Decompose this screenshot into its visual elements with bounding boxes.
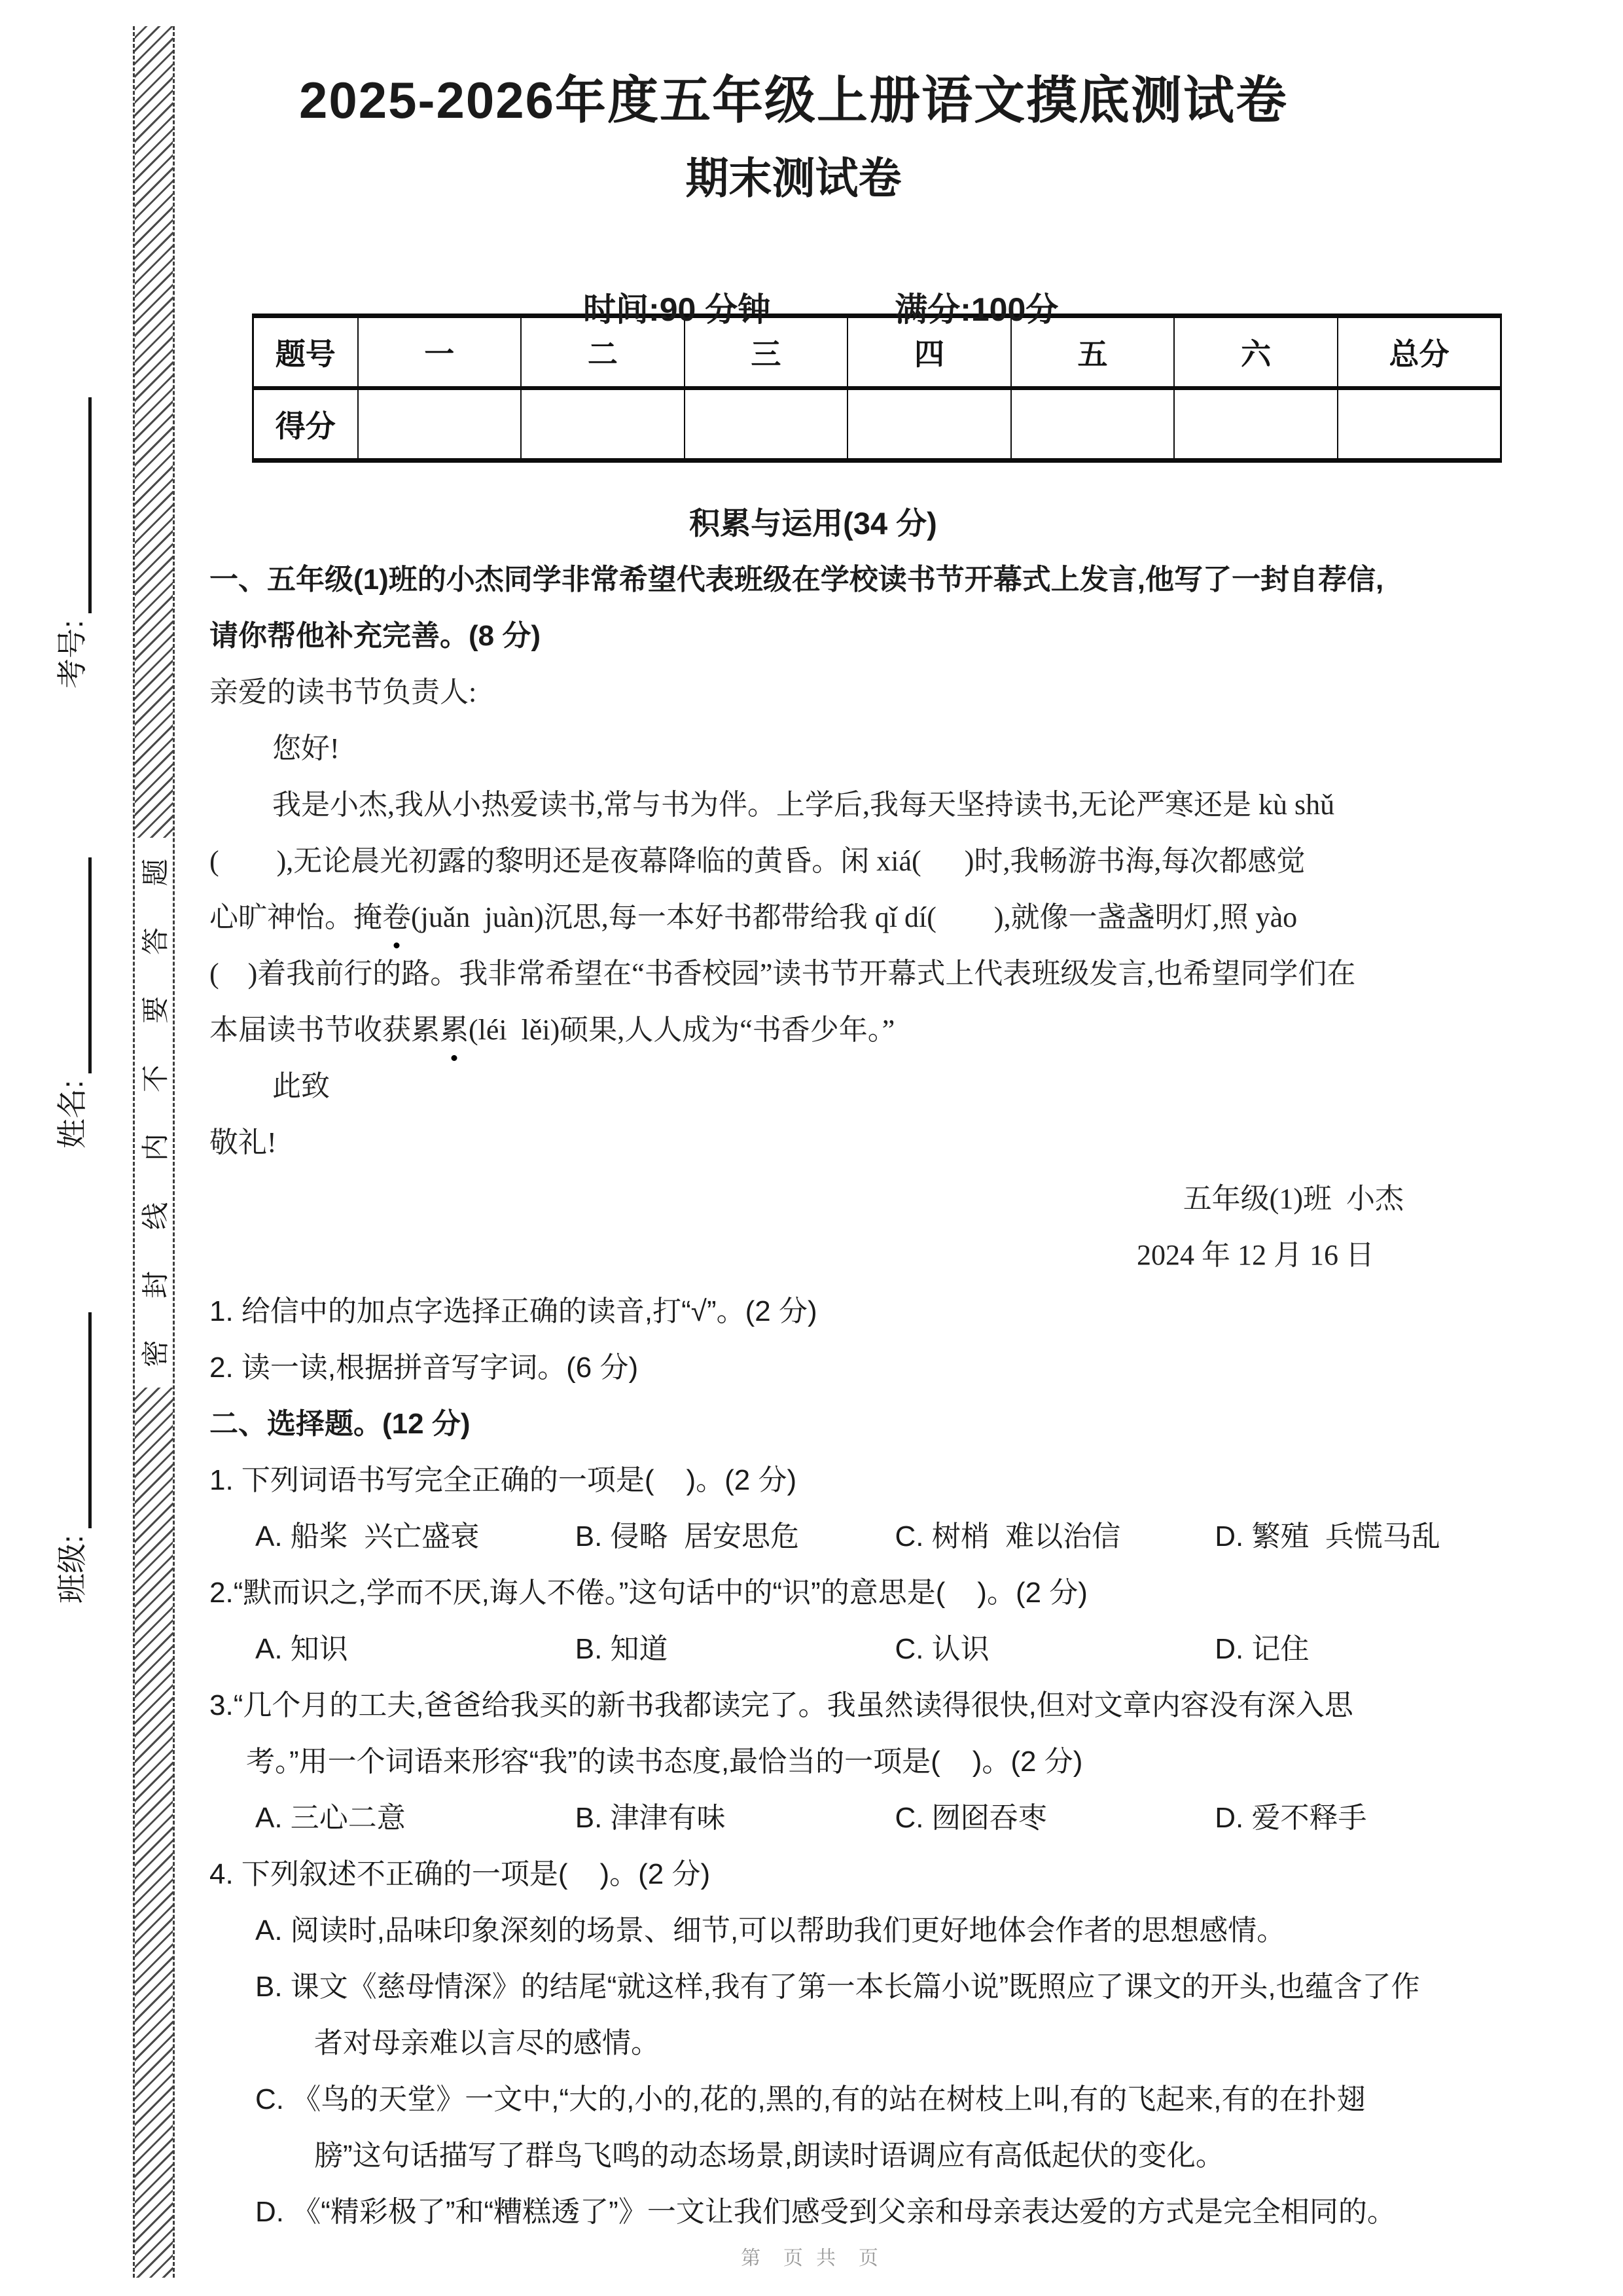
seal-char: 要 — [139, 996, 171, 1024]
mcq3-options — [209, 1790, 1535, 1846]
exam-full-score: 满分:100分 — [895, 291, 1059, 328]
mcq2-options — [209, 1621, 1535, 1677]
letter-closing: 敬礼! — [209, 1126, 277, 1158]
mcq4-option-b-line2: 者对母亲难以言尽的感情。 — [314, 2027, 660, 2059]
score-col: 二 — [521, 316, 685, 389]
letter-greeting: 您好! — [272, 732, 340, 764]
letter-salutation: 亲爱的读书节负责人: — [209, 676, 477, 708]
score-col: 一 — [358, 316, 522, 389]
seal-char: 题 — [139, 858, 171, 886]
option-d: D. 爱不释手 — [1215, 1802, 1367, 1834]
seal-phrase — [135, 838, 173, 1388]
name-field — [52, 808, 92, 1149]
seal-char: 答 — [139, 927, 171, 955]
option-c: C. 认识 — [895, 1633, 990, 1665]
score-table-score-row — [253, 388, 1501, 461]
option-b: B. 侵略 居安思危 — [575, 1520, 799, 1552]
seal-char: 密 — [139, 1339, 171, 1367]
page-title: 2025-2026年度五年级上册语文摸底测试卷 — [298, 71, 1288, 129]
letter-closing: 此致 — [272, 1070, 330, 1102]
mcq4-stem: 4. 下列叙述不正确的一项是( )。(2 分) — [209, 1858, 711, 1890]
score-col: 总分 — [1338, 316, 1501, 389]
mcq2-stem: 2.“默而识之,学而不厌,诲人不倦。”这句话中的“识”的意思是( )。(2 分) — [209, 1577, 1088, 1609]
score-cell-empty — [847, 388, 1011, 461]
dotted-character: 卷 — [382, 889, 411, 946]
seal-char: 内 — [139, 1133, 171, 1161]
letter-line-part: 心旷神怡。掩 — [209, 901, 382, 933]
letter-line-part: (léi lěi)硕果,人人成为“书香少年。” — [469, 1014, 895, 1046]
mcq4-option-c-line2: 膀”这句话描写了群鸟飞鸣的动态场景,朗读时语调应有高低起伏的变化。 — [314, 2140, 1224, 2172]
letter-line-part: (juǎn juàn)沉思,每一本好书都带给我 qǐ dí( ),就像一盏盏明灯,照 yào — [411, 901, 1298, 933]
class-field — [52, 1263, 92, 1604]
option-c: C. 树梢 难以治信 — [895, 1520, 1121, 1552]
score-row-label: 得分 — [253, 388, 358, 461]
option-a: A. 船桨 兴亡盛衰 — [255, 1520, 480, 1552]
option-d: D. 繁殖 兵慌马乱 — [1215, 1520, 1440, 1552]
name-blank — [58, 857, 92, 1073]
mcq1-options — [209, 1509, 1535, 1565]
page-subtitle: 期末测试卷 — [685, 154, 902, 202]
letter-line: 我是小杰,我从小热爱读书,常与书为伴。上学后,我每天坚持读书,无论严寒还是 kù shǔ — [272, 789, 1335, 821]
option-c: C. 囫囵吞枣 — [895, 1802, 1047, 1834]
mcq4-option-b-line1: B. 课文《慈母情深》的结尾“就这样,我有了第一本长篇小说”既照应了课文的开头,也蕴含了作 — [255, 1971, 1420, 2003]
score-table-corner: 题号 — [253, 316, 358, 389]
name-label: 姓名: — [55, 1080, 89, 1149]
class-label: 班级: — [55, 1535, 89, 1604]
section-title-accumulation: 积累与运用(34 分) — [689, 506, 937, 541]
letter-line: ( )着我前行的路。我非常希望在“书香校园”读书节开幕式上代表班级发言,也希望同学们在 — [209, 958, 1356, 990]
score-col: 四 — [847, 316, 1011, 389]
score-cell-empty — [685, 388, 848, 461]
exam-info-line — [131, 213, 1456, 328]
option-b: B. 津津有味 — [575, 1802, 726, 1834]
letter-line: ( ),无论晨光初露的黎明还是夜幕降临的黄昏。闲 xiá( )时,我畅游书海,每次都感觉 — [209, 845, 1306, 877]
mcq3-stem-line1: 3.“几个月的工夫,爸爸给我买的新书我都读完了。我虽然读得很快,但对文章内容没有深入思 — [209, 1689, 1353, 1721]
exam-number-blank — [58, 397, 92, 613]
score-col: 六 — [1174, 316, 1338, 389]
score-cell-empty — [1011, 388, 1175, 461]
dotted-character: 累 — [440, 1002, 469, 1058]
letter-line — [209, 889, 1535, 946]
option-d: D. 记住 — [1215, 1633, 1310, 1665]
score-cell-empty — [1174, 388, 1338, 461]
seal-char: 不 — [139, 1064, 171, 1092]
mcq1-stem: 1. 下列词语书写完全正确的一项是( )。(2 分) — [209, 1464, 797, 1496]
mcq4-option-d: D. 《“精彩极了”和“糟糕透了”》一文让我们感受到父亲和母亲表达爱的方式是完全相同的。 — [255, 2196, 1396, 2228]
letter-signature: 五年级(1)班 小杰 — [1183, 1183, 1404, 1215]
letter-line-part: 本届读书节收获累 — [209, 1014, 440, 1046]
question1-intro-line1: 一、五年级(1)班的小杰同学非常希望代表班级在学校读书节开幕式上发言,他写了一封自荐信, — [209, 564, 1384, 596]
exam-number-field — [52, 348, 92, 689]
score-cell-empty — [1338, 388, 1501, 461]
section-title-choice: 二、选择题。(12 分) — [209, 1408, 471, 1440]
sub-question-1: 1. 给信中的加点字选择正确的读音,打“√”。(2 分) — [209, 1295, 817, 1327]
letter-date: 2024 年 12 月 16 日 — [1137, 1239, 1374, 1271]
score-col: 五 — [1011, 316, 1175, 389]
class-blank — [58, 1312, 92, 1528]
score-cell-empty — [358, 388, 522, 461]
exam-time: 时间:90 分钟 — [583, 291, 771, 328]
main-content — [209, 58, 1535, 2240]
option-a: A. 三心二意 — [255, 1802, 406, 1834]
sub-question-2: 2. 读一读,根据拼音写字词。(6 分) — [209, 1352, 639, 1384]
option-b: B. 知道 — [575, 1633, 668, 1665]
seal-char: 封 — [139, 1270, 171, 1299]
seal-char: 线 — [139, 1202, 171, 1230]
mcq4-option-c-line1: C. 《鸟的天堂》一文中,“大的,小的,花的,黑的,有的站在树枝上叫,有的飞起来,有的在扑翅 — [255, 2083, 1366, 2115]
option-a: A. 知识 — [255, 1633, 348, 1665]
seal-line-column — [133, 26, 175, 2278]
score-col: 三 — [685, 316, 848, 389]
footer-page-info: 第 页 共 页 — [741, 2248, 882, 2269]
exam-number-label: 考号: — [55, 620, 89, 689]
seal-hatch-bottom — [135, 1388, 173, 2278]
letter-line — [209, 1002, 1535, 1058]
question1-intro-line2: 请你帮他补充完善。(8 分) — [209, 620, 541, 652]
mcq4-option-a: A. 阅读时,品味印象深刻的场景、细节,可以帮助我们更好地体会作者的思想感情。 — [255, 1914, 1286, 1946]
mcq3-stem-line2: 考。”用一个词语来形容“我”的读书态度,最恰当的一项是( )。(2 分) — [246, 1746, 1083, 1778]
score-cell-empty — [521, 388, 685, 461]
